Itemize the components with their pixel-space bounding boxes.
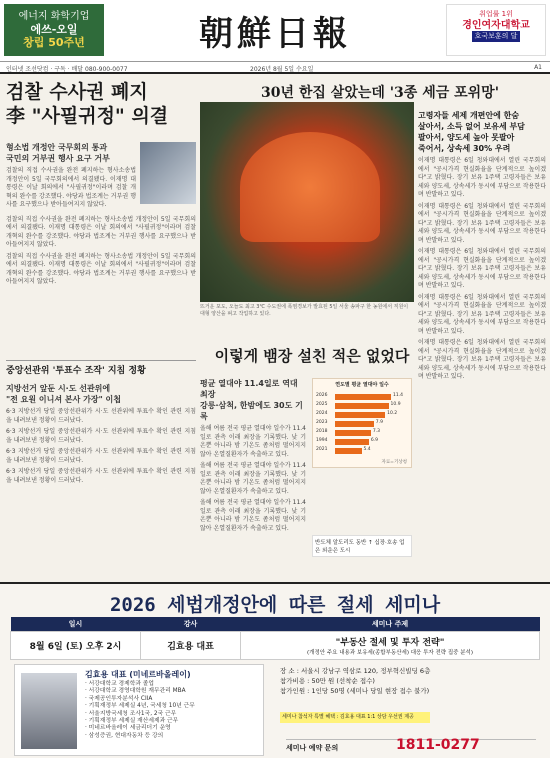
seminar-table bbox=[10, 617, 540, 660]
issue-date: 2026년 8월 5일 수요일 bbox=[250, 66, 314, 73]
lead-body-cont: 검찰의 직접 수사권을 완전 폐지하는 형사소송법 개정안이 5일 국무회의에서 의결됐다. 이재명 대통령은 이날 회의에서 "사필귀정"이라며 검찰 개혁의 완수를 강조했다. 야당과 법조계는 거부권 행사를 요구했으나 받아들여지지 않았다. bbox=[6, 215, 196, 248]
profile-item: · 서강대학교 경제학과 졸업 bbox=[85, 681, 154, 687]
heatwave-body: 올해 여름 전국 평균 열대야 일수가 11.4일로 관측 이래 최장을 기록했다. 낮 기온뿐 아니라 밤 기온도 좀처럼 떨어지지 않아 온열질환자가 속출하고 있다. bbox=[200, 425, 306, 458]
tax-article[interactable] bbox=[418, 110, 546, 382]
reserve-phone[interactable]: 1811-0277 bbox=[396, 737, 480, 753]
lead-headline: 검찰 수사권 폐지 李 "사필귀정" 의결 bbox=[6, 81, 169, 127]
profile-item: · 기획재정부 세제실 재산세제과 근무 bbox=[85, 718, 179, 725]
related-note[interactable]: 반도체 알도리도 동반 ↑ 십장·호송 업은 외운은 도시 bbox=[312, 535, 412, 557]
bar-value-label: 7.3 bbox=[372, 429, 381, 434]
election-body: 6·3 지방선거 당일 중앙선관위가 시·도 선관위에 투표수 확인 관련 지침을 내려보낸 정황이 드러났다. bbox=[6, 408, 196, 424]
info-bar bbox=[0, 62, 550, 74]
ad-university[interactable] bbox=[446, 4, 546, 56]
umbrella-shape bbox=[240, 132, 380, 242]
speaker-photo bbox=[21, 673, 77, 749]
election-body-cont3: 6·3 지방선거 당일 중앙선관위가 시·도 선관위에 투표수 확인 관련 지침을 내려보낸 정황이 드러났다. bbox=[6, 468, 196, 484]
masthead bbox=[0, 0, 550, 62]
bar-value-label: 7.9 bbox=[375, 420, 383, 425]
bar-value-label: 11.4 bbox=[393, 393, 404, 398]
bar-category-label: 2021 bbox=[316, 447, 328, 452]
tax-headline: 고령자들 세제 개편안에 한숨 살아서, 소득 없어 보유세 부담 팔아서, 양도세 높아 못팔아 죽어서, 상속세 30% 우려 bbox=[418, 111, 525, 153]
speaker-profile bbox=[14, 664, 264, 756]
bar-category-label: 2018 bbox=[316, 429, 328, 434]
profile-list bbox=[85, 681, 195, 740]
bar bbox=[335, 412, 385, 418]
seminar-place: 장 소 : 서울시 강남구 역삼로 120, 정부혁신빌딩 6층 bbox=[280, 667, 431, 675]
photo-caption: 뜨거운 포도, 오늘도 최고 3℃ 수도권에 폭염경보가 발효된 5일 서울 송파구 한 농원에서 직원이 대형 양산을 펴고 작업하고 있다. bbox=[200, 304, 409, 317]
heatwave-body-cont: 올해 여름 전국 평균 열대야 일수가 11.4일로 관측 이래 최장을 기록했다. 낮 기온뿐 아니라 밤 기온도 좀처럼 떨어지지 않아 온열질환자가 속출하고 있다. bbox=[200, 462, 306, 495]
seminar-info bbox=[280, 666, 542, 696]
seminar-topic-sub: (개정안 주요 내용과 보유세(종합부동산세) 대응 투자 전략 집중 분석) bbox=[306, 650, 474, 656]
tax-body-cont3: 이재명 대통령은 6일 청와대에서 열린 국무회의에서 "공시가격 현실화율을 단계적으로 높이겠다"고 밝혔다. 장기 보유 1주택 고령자들은 보유세와 양도세, 상속세가 동시에 부담으로 작용한다며 반발하고 있다. bbox=[418, 293, 546, 335]
heatwave-article[interactable] bbox=[200, 378, 306, 533]
seminar-ad[interactable] bbox=[0, 582, 550, 758]
bar bbox=[335, 439, 369, 445]
lead-body-cont2: 검찰의 직접 수사권을 완전 폐지하는 형사소송법 개정안이 5일 국무회의에서 의결됐다. 이재명 대통령은 이날 회의에서 "사필귀정"이라며 검찰 개혁의 완수를 강조했다. 야당과 법조계는 거부권 행사를 요구했으나 받아들여지지 않았다. bbox=[6, 252, 196, 285]
info-left: 인터넷 조선닷컴 · 구독 · 배달 080-900-0077 bbox=[6, 66, 128, 73]
banner-headline[interactable]: 30년 한집 살았는데 '3종 세금 포위망' bbox=[261, 85, 499, 101]
tax-body: 이재명 대통령은 6일 청와대에서 열린 국무회의에서 "공시가격 현실화율을 단계적으로 높이겠다"고 밝혔다. 장기 보유 1주택 고령자들은 보유세와 양도세, 상속세가 동시에 부담으로 작용한다며 반발하고 있다. bbox=[418, 157, 546, 198]
election-headline: 중앙선관위 '투표수 조작' 지침 정황 bbox=[6, 360, 196, 377]
tax-body-cont2: 이재명 대통령은 6일 청와대에서 열린 국무회의에서 "공시가격 현실화율을 단계적으로 높이겠다"고 밝혔다. 장기 보유 1주택 고령자들은 보유세와 양도세, 상속세가 동시에 부담으로 작용한다며 반발하고 있다. bbox=[418, 248, 546, 289]
newspaper-logo[interactable]: 朝鮮日報 bbox=[199, 14, 351, 54]
seminar-limit: 참가인원 : 1인당 50명 (세미나 당일 현장 접수 불가) bbox=[280, 687, 430, 695]
seminar-topic: "부동산 절세 및 투자 전략" bbox=[335, 638, 445, 648]
bar-category-label: 1994 bbox=[316, 438, 328, 443]
seminar-speaker: 김효용 대표 bbox=[141, 632, 241, 660]
bar bbox=[335, 421, 374, 427]
bar-category-label: 2024 bbox=[316, 411, 328, 416]
tax-body-cont4: 이재명 대통령은 6일 청와대에서 열린 국무회의에서 "공시가격 현실화율을 단계적으로 높이겠다"고 밝혔다. 장기 보유 1주택 고령자들은 보유세와 양도세, 상속세가 동시에 부담으로 작용한다며 반발하고 있다. bbox=[418, 339, 546, 380]
reserve-label: 세미나 예약 문의 bbox=[286, 744, 339, 752]
election-subhead: 지방선거 앞둔 시·도 선관위에 "전 요원 이니셔 본사 가장" 이첩 bbox=[6, 384, 121, 404]
lead-subhead: 형소법 개정안 국무회의 통과 국민의 거부권 행사 요구 거부 bbox=[6, 143, 110, 163]
seminar-benefit: 세미나 참석자 특별 혜택 : 김효용 대표 1:1 상담 우선권 제공 bbox=[280, 712, 430, 723]
ad-line: 창립 50주년 bbox=[23, 36, 85, 49]
profile-item: · 기획재정부 세제실 4년, 국세청 10년 근무 bbox=[85, 703, 195, 710]
th-date: 일시 bbox=[11, 617, 141, 632]
bar-category-label: 2023 bbox=[316, 420, 328, 425]
seminar-title: 2026 세법개정안에 따른 절세 세미나 bbox=[109, 594, 441, 616]
bar bbox=[335, 394, 391, 400]
lead-article[interactable] bbox=[6, 80, 196, 287]
bar bbox=[335, 430, 371, 436]
election-body-cont: 6·3 지방선거 당일 중앙선관위가 시·도 선관위에 투표수 확인 관련 지침을 내려보낸 정황이 드러났다. bbox=[6, 428, 196, 444]
profile-item: · 삼성증권, 현대자동차 등 강의 bbox=[85, 732, 164, 739]
bar bbox=[335, 448, 362, 454]
lead-body: 검찰의 직접 수사권을 완전 폐지하는 형사소송법 개정안이 5일 국무회의에서 의결됐다. 이재명 대통령은 이날 회의에서 "사필귀정"이라며 검찰 개혁의 완수를 강조했다. 야당과 법조계는 거부권 행사를 요구했으나 받아들여지지 않았다. bbox=[6, 167, 136, 208]
bar-category-label: 2025 bbox=[316, 402, 328, 407]
ad-line: 에너지 화학기업 bbox=[18, 11, 90, 22]
chart-title: 연도별 평균 열대야 일수 bbox=[335, 382, 389, 388]
profile-item: · 미네르바올레이 세금리더기 운영 bbox=[85, 725, 171, 732]
profile-item: · 서강대학교 경영대학원 재무관리 MBA bbox=[85, 688, 186, 695]
seminar-date: 8월 6일 (토) 오후 2시 bbox=[11, 632, 141, 660]
profile-item: · 국제공인투자분석사 CIIA bbox=[85, 695, 153, 702]
second-headline[interactable]: 이렇게 뱀장 설친 적은 없었다 bbox=[214, 347, 410, 365]
heat-photo bbox=[200, 102, 414, 302]
reservation[interactable] bbox=[286, 739, 536, 755]
th-topic: 세미나 주제 bbox=[241, 617, 540, 632]
seminar-fee: 참가비용 : 50만 원 (선착순 접수) bbox=[280, 677, 375, 685]
election-body-cont2: 6·3 지방선거 당일 중앙선관위가 시·도 선관위에 투표수 확인 관련 지침을 내려보낸 정황이 드러났다. bbox=[6, 448, 196, 464]
seminar-topic-cell bbox=[241, 632, 540, 660]
heatwave-body-cont2: 올해 여름 전국 평균 열대야 일수가 11.4일로 관측 이래 최장을 기록했다. 낮 기온뿐 아니라 밤 기온도 좀처럼 떨어지지 않아 온열질환자가 속출하고 있다. bbox=[200, 499, 306, 532]
bar-value-label: 5.4 bbox=[363, 447, 371, 452]
tropical-night-chart bbox=[312, 378, 412, 468]
president-photo bbox=[140, 142, 196, 204]
bar-category-label: 2026 bbox=[316, 393, 328, 398]
bar-value-label: 6.9 bbox=[370, 438, 379, 443]
profile-item: · 서울지방국세청 조사1국, 2국 근무 bbox=[85, 710, 177, 717]
bar bbox=[335, 403, 389, 409]
ad-line: 취업률 1위 bbox=[479, 10, 513, 18]
second-left-article[interactable] bbox=[6, 360, 196, 485]
chart-source: 자료=기상청 bbox=[381, 460, 407, 465]
page-number: A1 bbox=[534, 64, 542, 71]
profile-name: 김효용 대표 (미네르바올레이) bbox=[85, 670, 191, 679]
ad-line: 에쓰-오일 bbox=[30, 23, 78, 36]
ad-badge: 호국보훈의 달 bbox=[472, 31, 521, 42]
bar-value-label: 10.9 bbox=[390, 402, 401, 407]
ad-soil[interactable] bbox=[4, 4, 104, 56]
heatwave-subhead: 평균 열대야 11.4일로 역대 최장 강릉·삼척, 한밤에도 30도 기록 bbox=[200, 379, 303, 421]
th-speaker: 강사 bbox=[141, 617, 241, 632]
bar-value-label: 10.2 bbox=[387, 411, 398, 416]
tax-body-cont: 이재명 대통령은 6일 청와대에서 열린 국무회의에서 "공시가격 현실화율을 단계적으로 높이겠다"고 밝혔다. 장기 보유 1주택 고령자들은 보유세와 양도세, 상속세가 동시에 부담으로 작용한다며 반발하고 있다. bbox=[418, 202, 546, 244]
ad-brand: 경인여자대학교 bbox=[462, 20, 530, 31]
